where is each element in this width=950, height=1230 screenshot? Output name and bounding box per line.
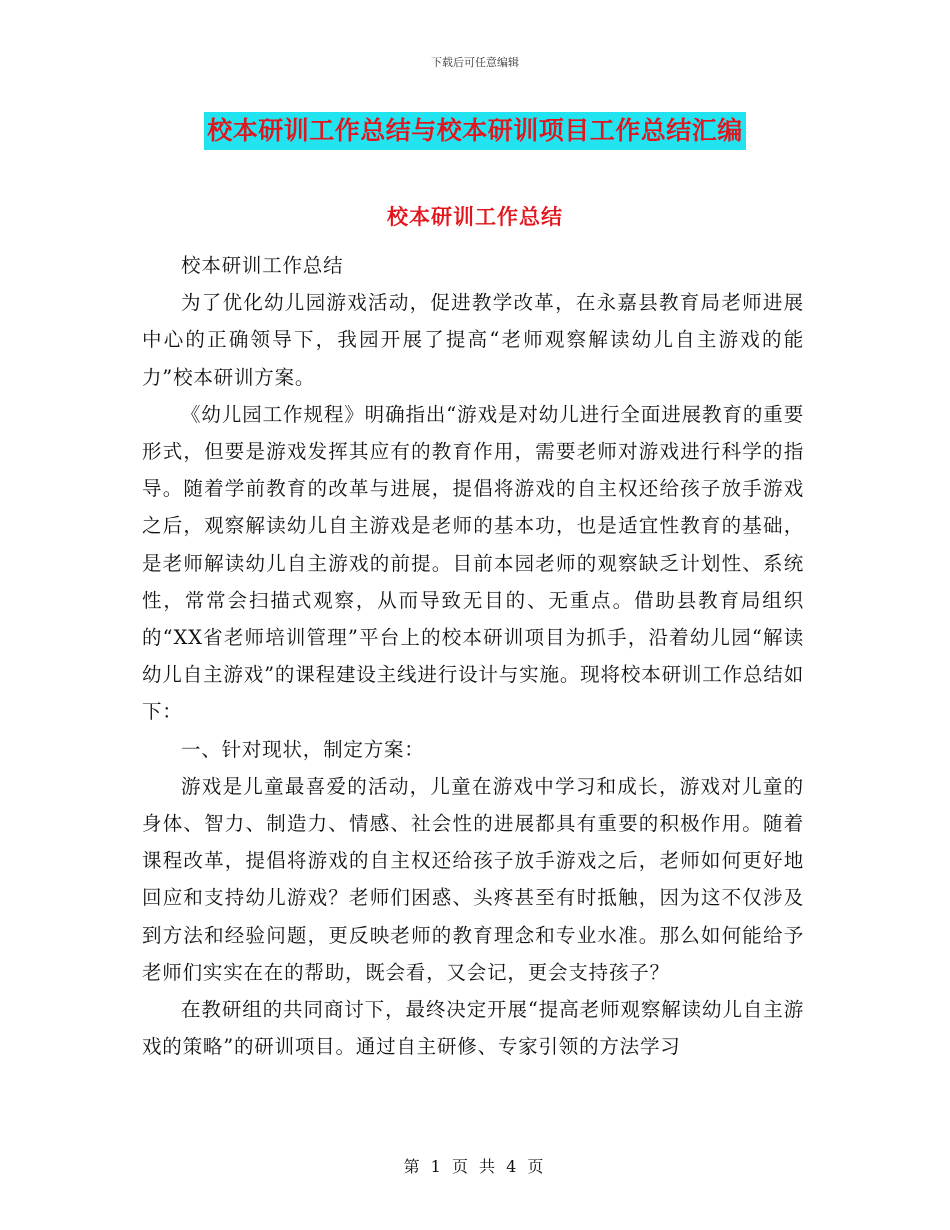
paragraph: 为了优化幼儿园游戏活动，促进教学改革，在永嘉县教育局老师进展中心的正确领导下，我园开展了提高“老师观察解读幼儿自主游戏的能力”校本研训方案。: [142, 291, 804, 389]
paragraph: 校本研训工作总结: [181, 254, 344, 277]
page-footer: 第 1 页 共 4 页: [403, 1157, 547, 1176]
paragraph: 游戏是儿童最喜爱的活动，儿童在游戏中学习和成长，游戏对儿童的身体、智力、制造力、情感、社会性的进展都具有重要的积极作用。随着课程改革，提倡将游戏的自主权还给孩子放手游戏之后，老师如何更好地回应和支持幼儿游戏？老师们困惑、头疼甚至有时抵触，因为这不仅涉及到方法和经验问题，更反映老师的教育理念和专业水准。那么如何能给予老师们实实在在的帮助，既会看，又会记，更会支持孩子？: [142, 774, 804, 984]
main-title-wrap: [0, 112, 950, 150]
paragraph: 一、针对现状，制定方案：: [181, 737, 425, 761]
paragraph: 在教研组的共同商讨下，最终决定开展“提高老师观察解读幼儿自主游戏的策略”的研训项目。通过自主研修、专家引领的方法学习: [142, 998, 804, 1059]
paragraph: 《幼儿园工作规程》明确指出“游戏是对幼儿进行全面进展教育的重要形式，但要是游戏发挥其应有的教育作用，需要老师对游戏进行科学的指导。随着学前教育的改革与进展，提倡将游戏的自主权还给孩子放手游戏之后，观察解读幼儿自主游戏是老师的基本功，也是适宜性教育的基础，是老师解读幼儿自主游戏的前提。目前本园老师的观察缺乏计划性、系统性，常常会扫描式观察，从而导致无目的、无重点。借助县教育局组织的“XX省老师培训管理”平台上的校本研训项目为抓手，沿着幼儿园“解读幼儿自主游戏”的课程建设主线进行设计与实施。现将校本研训工作总结如下：: [142, 402, 804, 724]
document-body: [142, 247, 804, 1065]
section-title: 校本研训工作总结: [387, 205, 563, 229]
header-note: 下载后可任意编辑: [431, 56, 519, 69]
main-title: 校本研训工作总结与校本研训项目工作总结汇编: [204, 112, 746, 150]
